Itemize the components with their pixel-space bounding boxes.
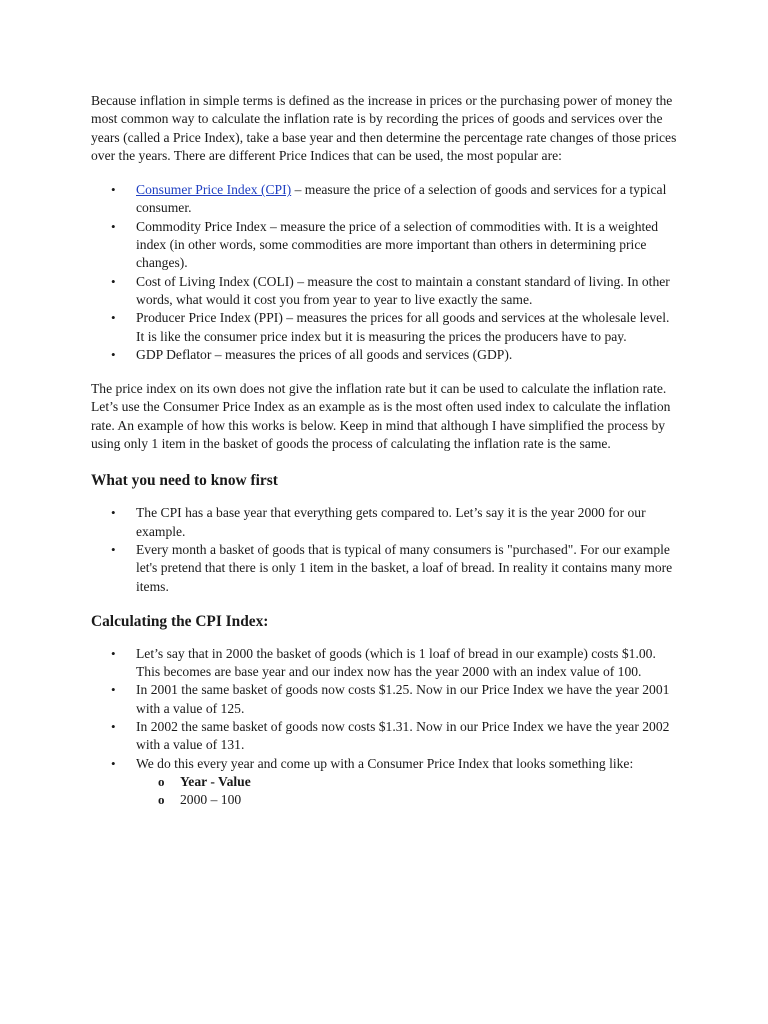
section-heading-calculating-cpi: Calculating the CPI Index: — [91, 612, 269, 630]
cpi-link[interactable]: Consumer Price Index (CPI) — [136, 182, 292, 198]
list-item: • Consumer Price Index (CPI) – measure the price of a selection of goods and services for a typical consumer. — [136, 181, 681, 218]
price-index-paragraph: The price index on its own does not give the inflation rate but it can be used to calculate the inflation rate. Let’s use the Consumer Price Index as an example as is the most often used index to calculate the inflation rate. An example of how this works is below. Keep in mind that although I have simplified the process by using only 1 item in the basket of goods the process of calculating the inflation rate is the same. — [91, 381, 671, 452]
list-item: • Cost of Living Index (COLI) – measure the cost to maintain a constant standard of living. In other words, what would it cost you from year to year to live exactly the same. — [136, 273, 681, 310]
list-item: • In 2001 the same basket of goods now costs $1.25. Now in our Price Index we have the year 2001 with a value of 125. — [136, 681, 681, 718]
list-item: • The CPI has a base year that everything gets compared to. Let’s say it is the year 2000 for our example. — [136, 504, 681, 541]
list-item: • Producer Price Index (PPI) – measures the prices for all goods and services at the wholesale level. It is like the consumer price index but it is measuring the prices the producers have to pay. — [136, 309, 681, 346]
document-body — [91, 92, 681, 826]
list-item: • In 2002 the same basket of goods now costs $1.31. Now in our Price Index we have the year 2002 with a value of 131. — [136, 718, 681, 755]
section-heading-know-first: What you need to know first — [91, 472, 278, 490]
list-item: • Every month a basket of goods that is typical of many consumers is "purchased". For our example let's pretend that there is only 1 item in the basket, a loaf of bread. In reality it contains many more items. — [136, 541, 681, 596]
list-item: • Commodity Price Index – measure the price of a selection of commodities with. It is a weighted index (in other words, some commodities are more important than others in determining price changes). — [136, 218, 681, 273]
list-item: • We do this every year and come up with a Consumer Price Index that looks something like: o Year - Value o 2000 – 100 — [136, 755, 681, 810]
cpi-table-row: o 2000 – 100 — [180, 791, 681, 809]
calculating-cpi-list — [91, 645, 681, 810]
list-item: • GDP Deflator – measures the prices of all goods and services (GDP). — [136, 346, 681, 364]
cpi-table-list — [136, 773, 681, 810]
cpi-table-header: o Year - Value — [180, 773, 681, 791]
list-item: • Let’s say that in 2000 the basket of goods (which is 1 loaf of bread in our example) costs $1.00. This becomes are base year and our index now has the year 2000 with an index value of 100. — [136, 645, 681, 682]
know-first-list — [91, 504, 681, 595]
price-indices-list — [91, 181, 681, 364]
intro-paragraph: Because inflation in simple terms is defined as the increase in prices or the purchasing power of money the most common way to calculate the inflation rate is by recording the prices of goods and services over the years (called a Price Index), take a base year and then determine the percentage rate changes of those prices over the years. There are different Price Indices that can be used, the most popular are: — [91, 93, 677, 163]
